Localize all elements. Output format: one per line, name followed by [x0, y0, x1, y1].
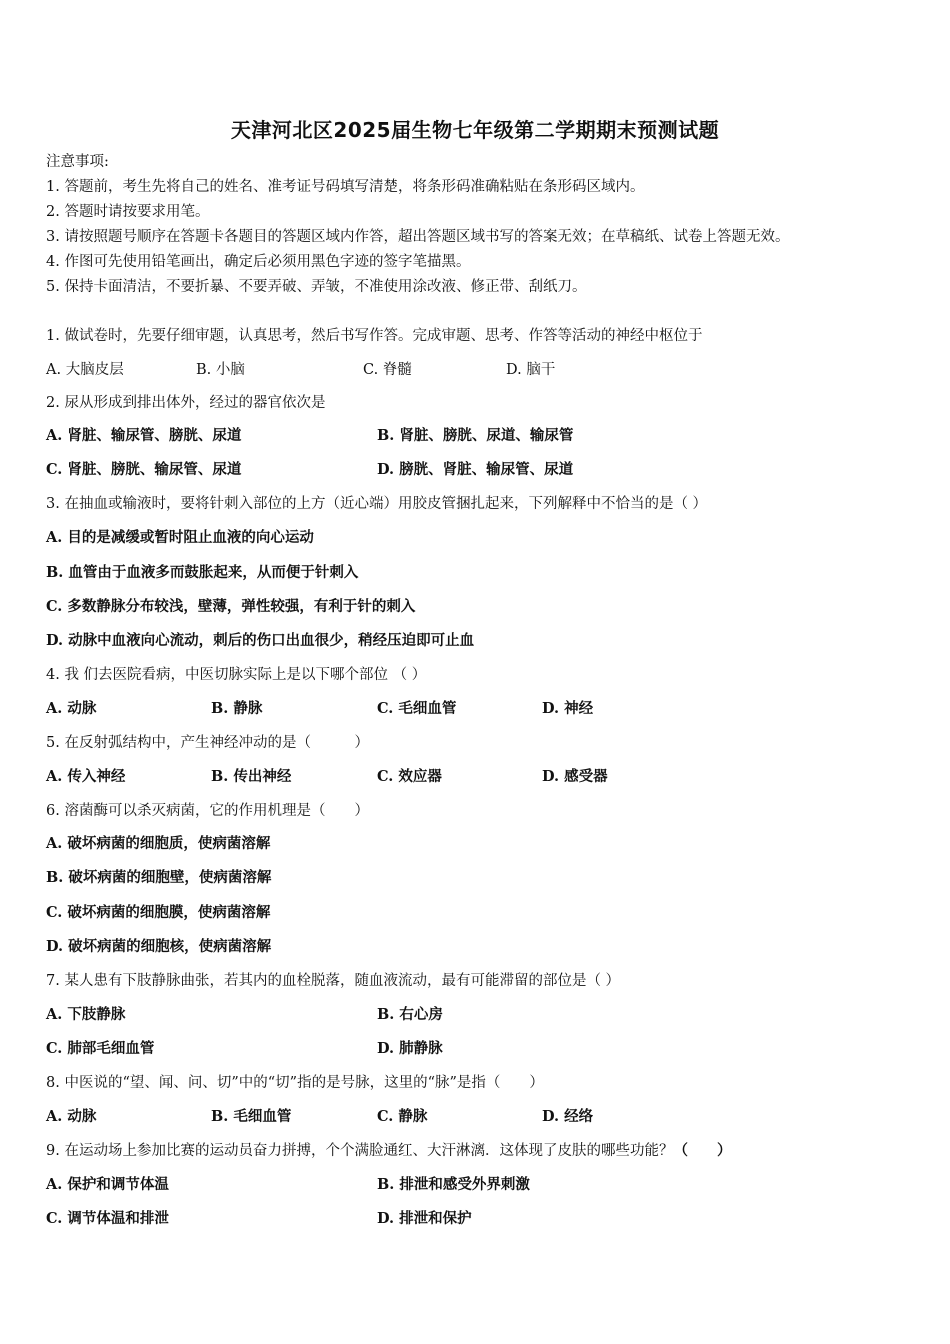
- option-a: A. 破坏病菌的细胞质，使病菌溶解: [46, 835, 271, 852]
- option-b: B. 静脉: [211, 700, 263, 717]
- option-b: B. 小脑: [196, 362, 245, 378]
- option-a: A. 保护和调节体温: [46, 1176, 169, 1193]
- option-d: D. 肺静脉: [377, 1040, 443, 1057]
- option-c: C. 多数静脉分布较浅，壁薄，弹性较强，有利于针的刺入: [46, 598, 416, 615]
- option-c: C. 肺部毛细血管: [46, 1040, 155, 1057]
- question-stem: 8. 中医说的“望、闻、问、切”中的“切”指的是号脉，这里的“脉”是指（ ）: [46, 1075, 544, 1091]
- option-c: C. 效应器: [377, 768, 442, 785]
- option-c: C. 破坏病菌的细胞膜，使病菌溶解: [46, 904, 271, 921]
- option-a: A. 下肢静脉: [46, 1006, 126, 1023]
- option-b: B. 破坏病菌的细胞壁，使病菌溶解: [46, 869, 272, 886]
- option-a: A. 肾脏、输尿管、膀胱、尿道: [46, 427, 242, 444]
- notice-item: 5. 保持卡面清洁，不要折暴、不要弄破、弄皱，不准使用涂改液、修正带、刮纸刀。: [46, 279, 587, 295]
- option-d: D. 经络: [542, 1108, 594, 1125]
- option-c: C. 肾脏、膀胱、输尿管、尿道: [46, 461, 242, 478]
- exam-title: 天津河北区2025届生物七年级第二学期期末预测试题: [230, 118, 720, 142]
- notice-item: 1. 答题前，考生先将自己的姓名、准考证号码填写清楚，将条形码准确粘贴在条形码区域内。: [46, 179, 645, 195]
- option-a: A. 目的是减缓或暂时阻止血液的向心运动: [46, 529, 314, 546]
- option-a: A. 传入神经: [46, 768, 126, 785]
- option-c: C. 调节体温和排泄: [46, 1210, 169, 1227]
- option-c: C. 脊髓: [363, 362, 412, 378]
- option-b: B. 肾脏、膀胱、尿道、输尿管: [377, 427, 574, 444]
- option-a: A. 大脑皮层: [46, 362, 124, 378]
- question-stem-text: 9. 在运动场上参加比赛的运动员奋力拼搏，个个满脸通红、大汗淋漓．这体现了皮肤的哪些功能？: [46, 1143, 674, 1159]
- question-stem: [46, 1142, 731, 1160]
- notice-item: 2. 答题时请按要求用笔。: [46, 204, 210, 220]
- option-a: A. 动脉: [46, 1108, 97, 1125]
- option-d: D. 动脉中血液向心流动，刺后的伤口出血很少，稍经压迫即可止血: [46, 632, 475, 649]
- question-stem: 2. 尿从形成到排出体外，经过的器官依次是: [46, 395, 326, 411]
- option-c: C. 静脉: [377, 1108, 428, 1125]
- option-b: B. 右心房: [377, 1006, 443, 1023]
- notice-heading: 注意事项:: [46, 154, 109, 170]
- notice-item: 4. 作图可先使用铅笔画出，确定后必须用黑色字迹的签字笔描黑。: [46, 254, 471, 270]
- option-d: D. 感受器: [542, 768, 608, 785]
- option-b: B. 传出神经: [211, 768, 292, 785]
- option-b: B. 毛细血管: [211, 1108, 292, 1125]
- question-stem: 4. 我 们去医院看病，中医切脉实际上是以下哪个部位 （ ）: [46, 667, 427, 683]
- option-d: D. 膀胱、肾脏、输尿管、尿道: [377, 461, 574, 478]
- option-d: D. 排泄和保护: [377, 1210, 472, 1227]
- option-d: D. 脑干: [506, 362, 556, 378]
- question-stem: 1. 做试卷时，先要仔细审题，认真思考，然后书写作答。完成审题、思考、作答等活动的神经中枢位于: [46, 328, 703, 344]
- question-stem: 6. 溶菌酶可以杀灭病菌，它的作用机理是（ ）: [46, 803, 369, 819]
- option-d: D. 神经: [542, 700, 594, 717]
- question-stem: 5. 在反射弧结构中，产生神经冲动的是（ ）: [46, 735, 369, 751]
- question-stem: 7. 某人患有下肢静脉曲张，若其内的血栓脱落，随血液流动，最有可能滞留的部位是（ ）: [46, 973, 621, 989]
- question-stem: 3. 在抽血或输液时，要将针刺入部位的上方（近心端）用胶皮管捆扎起来，下列解释中不恰当的是（ ）: [46, 496, 708, 512]
- option-b: B. 排泄和感受外界刺激: [377, 1176, 530, 1193]
- option-d: D. 破坏病菌的细胞核，使病菌溶解: [46, 938, 272, 955]
- option-c: C. 毛细血管: [377, 700, 457, 717]
- answer-blank: （ ）: [673, 1142, 732, 1159]
- notice-item: 3. 请按照题号顺序在答题卡各题目的答题区域内作答，超出答题区域书写的答案无效；在草稿纸、试卷上答题无效。: [46, 229, 790, 245]
- option-b: B. 血管由于血液多而鼓胀起来，从而便于针刺入: [46, 564, 359, 581]
- option-a: A. 动脉: [46, 700, 97, 717]
